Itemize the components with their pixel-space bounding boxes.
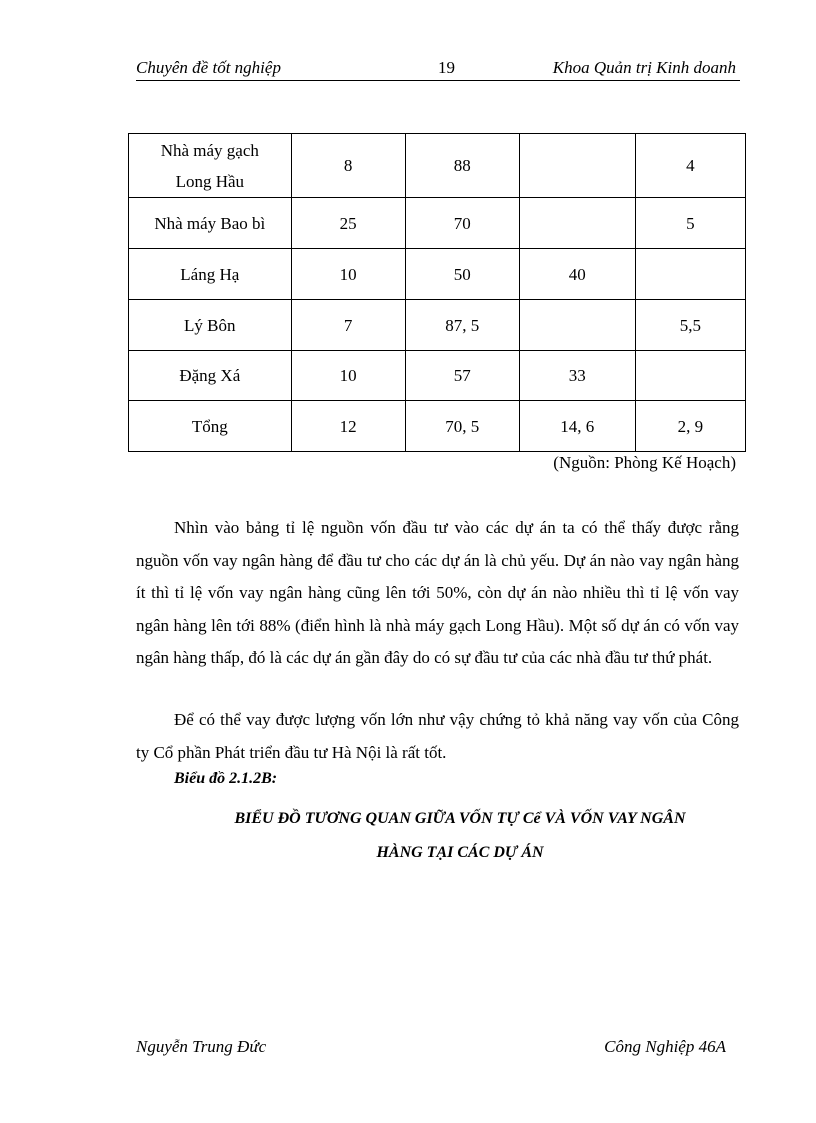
header-document-title: Chuyên đề tốt nghiệp (136, 58, 281, 77)
table-source-note: (Nguồn: Phòng Kế Hoạch) (553, 453, 736, 472)
table-cell: 40 (519, 249, 635, 300)
table-row (129, 351, 746, 401)
table-cell: 33 (519, 351, 635, 401)
table-cell: 5,5 (635, 300, 745, 351)
table-cell (635, 249, 745, 300)
project-name-cell: Láng Hạ (129, 249, 292, 300)
project-name-cell: Nhà máy Bao bì (129, 198, 292, 249)
table-row (129, 134, 746, 198)
table-cell: 14, 6 (519, 401, 635, 452)
table-row (129, 249, 746, 300)
table-cell: 5 (635, 198, 745, 249)
table-cell: 88 (405, 134, 519, 198)
table-row-total (129, 401, 746, 452)
footer-author: Nguyễn Trung Đức (136, 1037, 267, 1056)
table-cell: 70 (405, 198, 519, 249)
table-cell (635, 351, 745, 401)
table-cell (519, 198, 635, 249)
body-paragraph: Để có thể vay được lượng vốn lớn như vậy chứng tỏ khả năng vay vốn của Công ty Cổ phần Phát triển đầu tư Hà Nội là rất tốt. (136, 710, 739, 762)
body-paragraph: Nhìn vào bảng tỉ lệ nguồn vốn đầu tư vào các dự án ta có thể thấy được rằng nguồn vốn vay ngân hàng để đầu tư cho các dự án là chủ yếu. Dự án nào vay ngân hàng ít thì tỉ lệ vốn vay ngân hàng cũng lên tới 50%, còn dự án nào nhiều thì tỉ lệ vốn vay ngân hàng lên tới 88% (điển hình là nhà máy gạch Long Hầu). Một số dự án có vốn vay ngân hàng thấp, đó là các dự án gần đây do có sự đầu tư của các nhà đầu tư thứ phát. (136, 518, 739, 667)
chart-title-line: BIỂU ĐỒ TƯƠNG QUAN GIỮA VỐN TỰ Cể VÀ VỐN VAY NGÂN (234, 810, 686, 827)
table-row (129, 198, 746, 249)
table-cell: 25 (291, 198, 405, 249)
table-cell: 7 (291, 300, 405, 351)
header-faculty: Khoa Quản trị Kinh doanh (552, 58, 736, 77)
table-cell: 4 (635, 134, 745, 198)
table-row (129, 300, 746, 351)
table-cell: 8 (291, 134, 405, 198)
chart-title-line: HÀNG TẠI CÁC DỰ ÁN (376, 844, 544, 861)
project-name-cell: Đặng Xá (129, 351, 292, 401)
table-cell (519, 300, 635, 351)
table-cell: 12 (291, 401, 405, 452)
project-name-cell: Lý Bôn (129, 300, 292, 351)
table-cell: 50 (405, 249, 519, 300)
project-name-cell: Nhà máy gạch Long Hầu (129, 134, 292, 198)
table-cell: 10 (291, 351, 405, 401)
funding-ratio-table (128, 133, 746, 452)
footer-class: Công Nghiệp 46A (604, 1037, 726, 1056)
table-cell (519, 134, 635, 198)
table-cell: 2, 9 (635, 401, 745, 452)
chart-title (160, 802, 760, 870)
table-cell: 70, 5 (405, 401, 519, 452)
page-header (136, 58, 740, 81)
table-cell: 87, 5 (405, 300, 519, 351)
page-number: 19 (438, 58, 455, 77)
project-name-cell: Tổng (129, 401, 292, 452)
chart-label: Biểu đồ 2.1.2B: (174, 770, 278, 787)
table-cell: 57 (405, 351, 519, 401)
table-cell: 10 (291, 249, 405, 300)
